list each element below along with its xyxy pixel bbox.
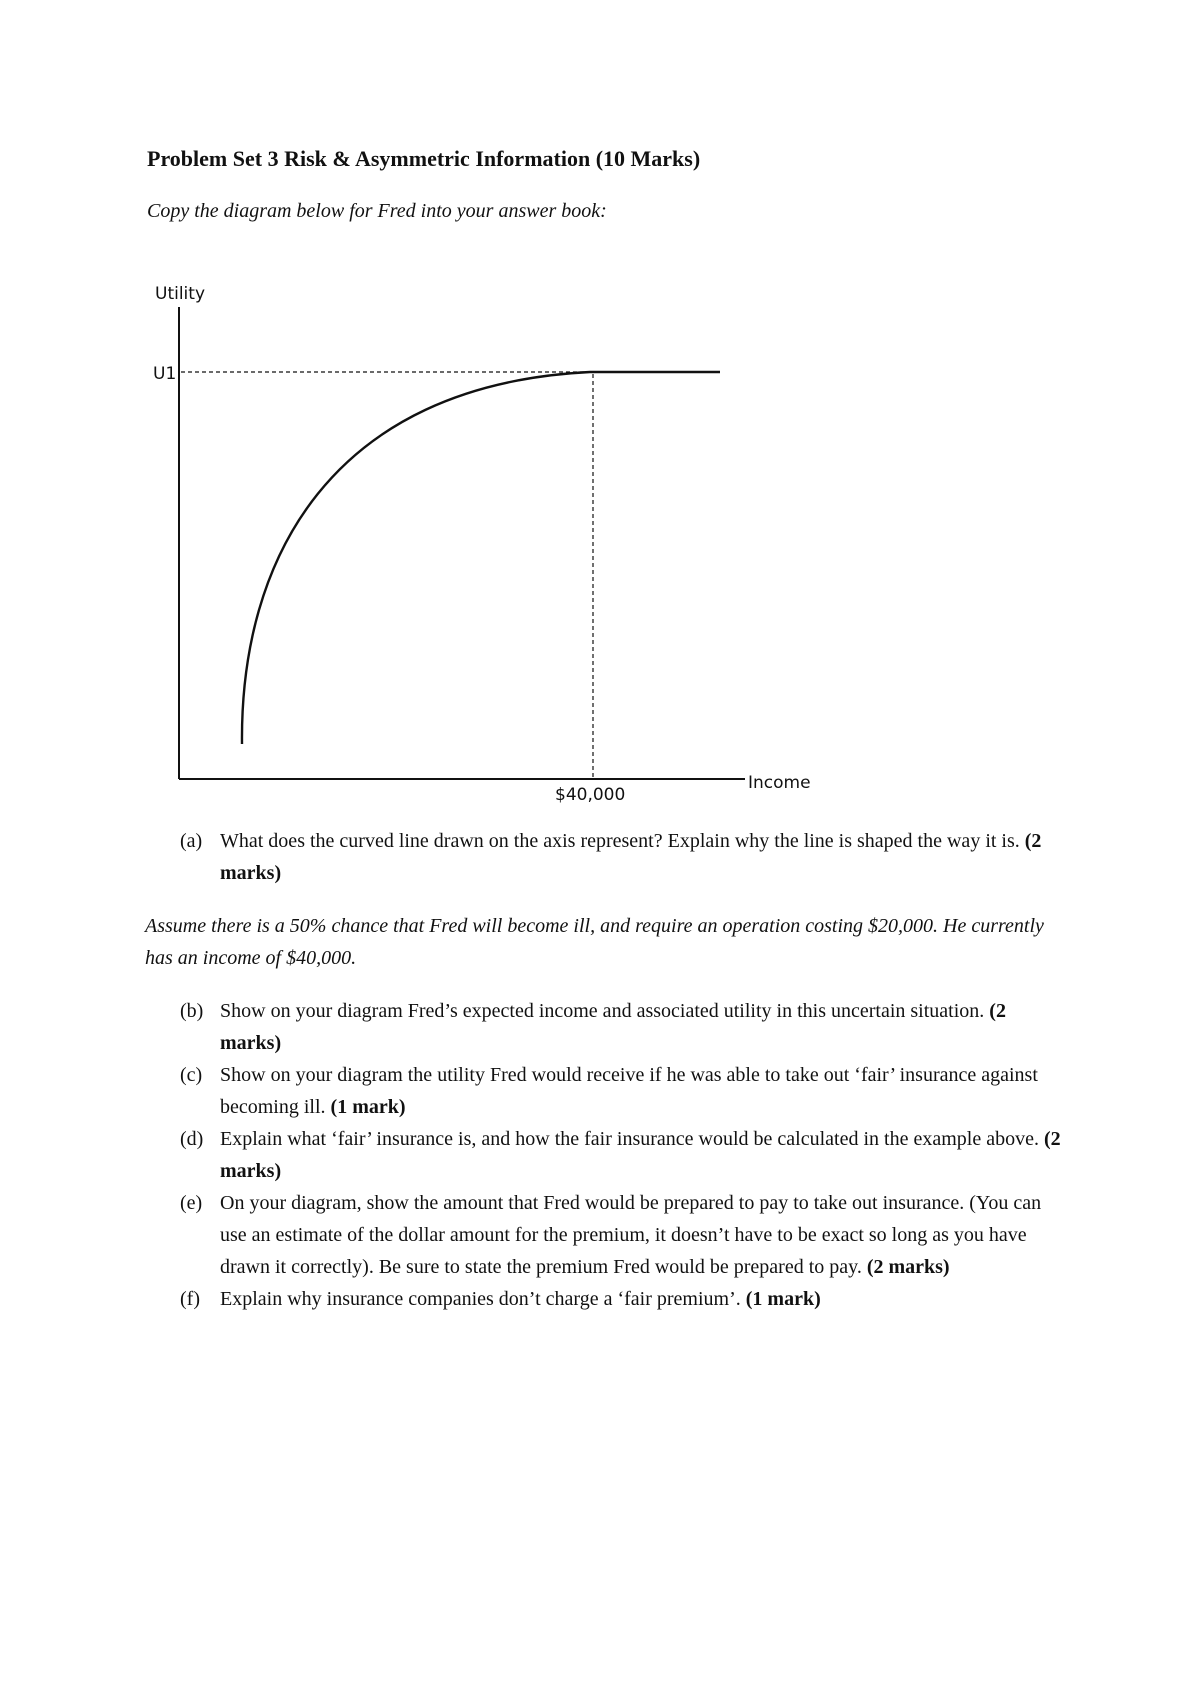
utility-diagram xyxy=(0,0,1200,820)
question-d xyxy=(180,1123,1070,1187)
question-a xyxy=(180,825,1060,889)
x-marker-label: $40,000 xyxy=(555,785,626,805)
question-a-text: What does the curved line drawn on the axis represent? Explain why the line is shaped the way it is. xyxy=(220,830,1025,852)
question-text: Show on your diagram the utility Fred would receive if he was able to take out ‘fair’ insurance against becoming ill. xyxy=(220,1064,1038,1118)
instruction-text: Copy the diagram below for Fred into your answer book: xyxy=(147,200,607,222)
question-e xyxy=(180,1187,1070,1283)
u1-label: U1 xyxy=(153,364,177,384)
assumption-text: Assume there is a 50% chance that Fred will become ill, and require an operation costing $20,000. He currently has an income of $40,000. xyxy=(145,915,1044,969)
question-a-label: (a) xyxy=(180,830,203,852)
y-axis-label: Utility xyxy=(155,284,206,304)
question-label: (e) xyxy=(180,1192,203,1214)
question-label: (f) xyxy=(180,1288,200,1310)
question-marks: (2 marks) xyxy=(220,1128,1061,1182)
page-title: Problem Set 3 Risk & Asymmetric Information (10 Marks) xyxy=(147,146,701,171)
question-c xyxy=(180,1059,1070,1123)
question-f xyxy=(180,1283,1070,1315)
question-b xyxy=(180,995,1070,1059)
question-text: On your diagram, show the amount that Fred would be prepared to pay to take out insurance. (You can use an estimate of the dollar amount for the premium, it doesn’t have to be exact so long as you have drawn it correctly). Be sure to state the premium Fred would be prepared to pay. xyxy=(220,1192,1042,1278)
question-text: Explain why insurance companies don’t charge a ‘fair premium’. xyxy=(220,1288,746,1310)
question-text: Explain what ‘fair’ insurance is, and how the fair insurance would be calculated in the example above. xyxy=(220,1128,1044,1150)
question-list xyxy=(180,995,1070,1315)
question-label: (b) xyxy=(180,1000,204,1022)
question-marks: (1 mark) xyxy=(745,1288,821,1310)
question-label: (d) xyxy=(180,1128,204,1150)
question-marks: (1 mark) xyxy=(330,1096,406,1118)
x-axis-label: Income xyxy=(748,773,811,793)
question-a-marks: (2 marks) xyxy=(220,830,1042,884)
question-marks: (2 marks) xyxy=(866,1256,950,1278)
question-marks: (2 marks) xyxy=(220,1000,1006,1054)
question-text: Show on your diagram Fred’s expected income and associated utility in this uncertain situation. xyxy=(220,1000,990,1022)
question-label: (c) xyxy=(180,1064,203,1086)
utility-curve xyxy=(242,372,720,744)
